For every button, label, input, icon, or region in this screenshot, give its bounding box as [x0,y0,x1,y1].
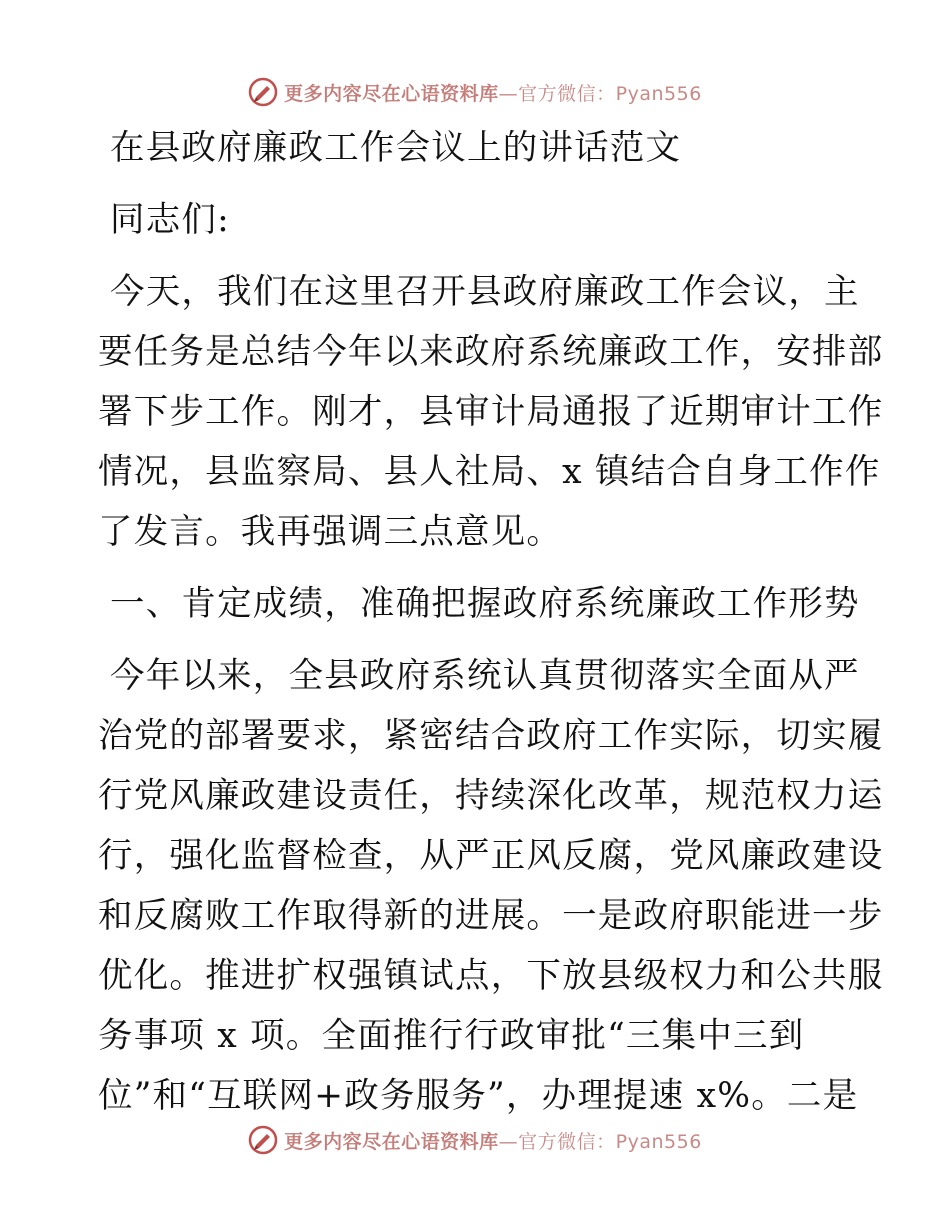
paragraph-line: 务事项 x 项。全面推行行政审批“三集中三到 [98,1016,805,1056]
paragraph-line: 行党风廉政建设责任，持续深化改革，规范权力运 [98,776,884,816]
document-body [98,118,884,1126]
pen-logo-icon [248,77,278,107]
paragraph-line: 今年以来，全县政府系统认真贯彻落实全面从严 [110,656,860,696]
paragraph-line: 了发言。我再强调三点意见。 [98,512,563,552]
paragraph-intro [98,262,884,562]
paragraph-line: 优化。推进扩权强镇试点，下放县级权力和公共服 [98,956,884,996]
paragraph-line: 要任务是总结今年以来政府系统廉政工作，安排部 [98,332,884,372]
section-heading: 一、肯定成绩，准确把握政府系统廉政工作形势 [110,584,860,624]
paragraph-line: 行，强化监督检查，从严正风反腐，党风廉政建设 [98,836,884,876]
document-title: 在县政府廉政工作会议上的讲话范文 [110,128,682,168]
paragraph-achievements [98,646,884,1126]
paragraph-line: 治党的部署要求，紧密结合政府工作实际，切实履 [98,716,884,756]
paragraph-line: 署下步工作。刚才，县审计局通报了近期审计工作 [98,392,884,432]
pen-logo-icon [248,1125,278,1155]
paragraph-line: 和反腐败工作取得新的进展。一是政府职能进一步 [98,896,884,936]
watermark-footer [0,1120,950,1160]
watermark-text: 更多内容尽在心语资料库—官方微信：Pyan556 [284,82,702,105]
watermark-header [0,72,950,112]
paragraph-line: 位”和“互联网+政务服务”，办理提速 x%。二是 [98,1076,859,1116]
salutation: 同志们: [110,200,230,240]
paragraph-line: 今天，我们在这里召开县政府廉政工作会议，主 [110,272,860,312]
watermark-text: 更多内容尽在心语资料库—官方微信：Pyan556 [284,1130,702,1153]
paragraph-line: 情况，县监察局、县人社局、x 镇结合自身工作作 [98,452,881,492]
